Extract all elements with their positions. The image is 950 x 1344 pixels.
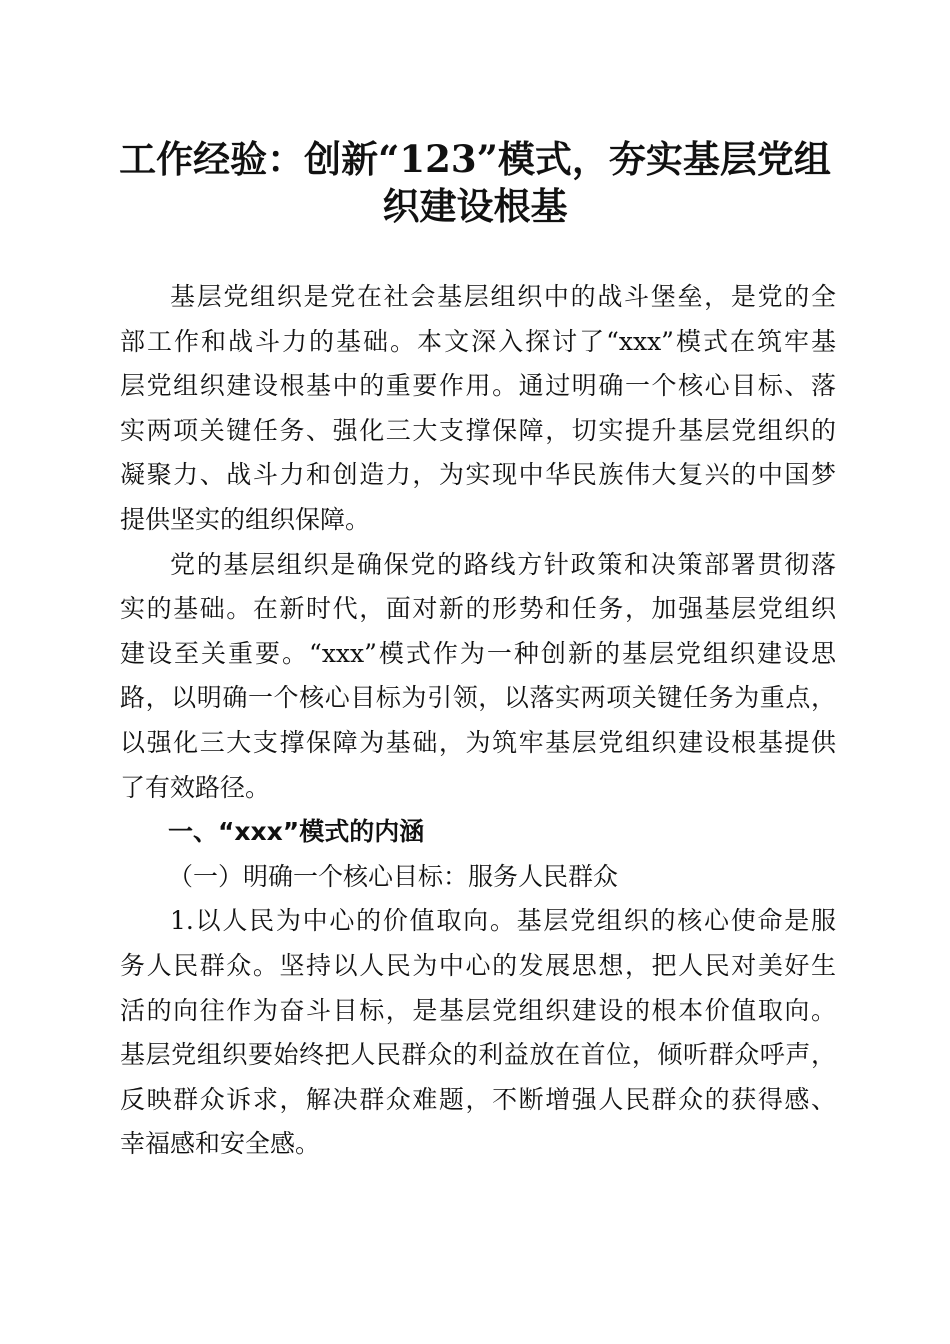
text-line: 提供坚实的组织保障。 [120, 504, 371, 534]
text-line: 活的向往作为奋斗目标，是基层党组织建设的根本价值取向。 [120, 995, 836, 1025]
text-line: 务人民群众。坚持以人民为中心的发展思想，把人民对美好生 [120, 950, 836, 980]
text-line: 了有效路径。 [120, 772, 271, 802]
text-line: 实两项关键任务、强化三大支撑保障，切实提升基层党组织的 [120, 415, 836, 445]
title-line: 织建设根基 [382, 184, 568, 228]
text-line: 路，以明确一个核心目标为引领，以落实两项关键任务为重点， [120, 683, 836, 713]
text-line: 部工作和战斗力的基础。本文深入探讨了“xxx”模式在筑牢基 [120, 326, 836, 356]
text-line: 建设至关重要。“xxx”模式作为一种创新的基层党组织建设思 [120, 638, 836, 668]
text-line: 凝聚力、战斗力和创造力，为实现中华民族伟大复兴的中国梦 [120, 460, 836, 490]
document-body [120, 275, 836, 1167]
paragraph-abstract [120, 275, 836, 543]
text-line: 1.以人民为中心的价值取向。基层党组织的核心使命是服 [170, 906, 836, 936]
subsection-heading: （一）明确一个核心目标：服务人民群众 [168, 861, 619, 891]
text-line: 实的基础。在新时代，面对新的形势和任务，加强基层党组织 [120, 594, 836, 624]
paragraph-point-1 [120, 899, 836, 1167]
text-line: 幸福感和安全感。 [120, 1129, 321, 1159]
title-line: 工作经验：创新“123”模式，夯实基层党组 [119, 137, 831, 181]
text-line: 反映群众诉求，解决群众难题，不断增强人民群众的获得感、 [120, 1084, 836, 1114]
section-heading: 一、“xxx”模式的内涵 [168, 817, 425, 847]
text-line: 党的基层组织是确保党的路线方针政策和决策部署贯彻落 [170, 549, 836, 579]
text-line: 基层党组织是党在社会基层组织中的战斗堡垒，是党的全 [170, 282, 836, 311]
text-line: 层党组织建设根基中的重要作用。通过明确一个核心目标、落 [120, 371, 836, 401]
text-line: 基层党组织要始终把人民群众的利益放在首位，倾听群众呼声， [120, 1040, 836, 1070]
paragraph-intro [120, 543, 836, 811]
document-title [100, 136, 850, 230]
text-line: 以强化三大支撑保障为基础，为筑牢基层党组织建设根基提供 [120, 727, 836, 757]
